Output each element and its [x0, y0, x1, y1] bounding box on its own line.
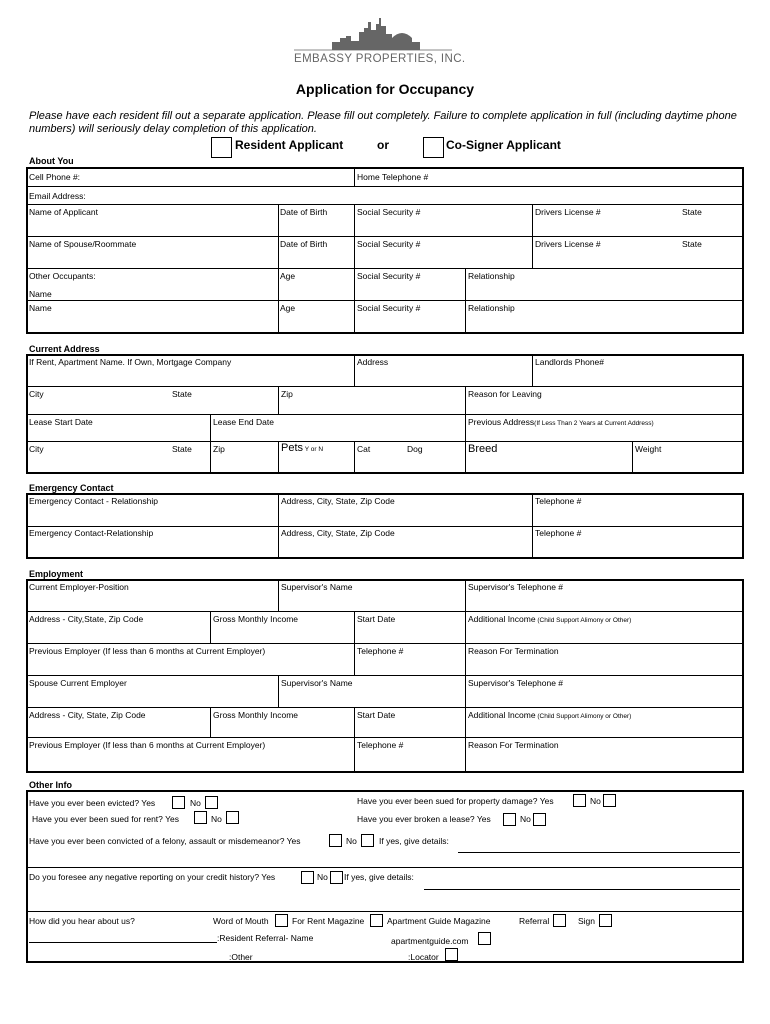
or-label: or: [377, 138, 389, 152]
spouse-previous-employer-field[interactable]: Previous Employer (If less than 6 months at Current Employer): [29, 740, 266, 750]
other-details-line[interactable]: [258, 961, 408, 962]
occupant1-ssn-field[interactable]: Social Security #: [357, 271, 421, 281]
spouse-termination-reason-field[interactable]: Reason For Termination: [468, 740, 559, 750]
spouse-employer-field[interactable]: Spouse Current Employer: [29, 678, 127, 688]
supervisor-phone-field[interactable]: Supervisor's Telephone #: [468, 582, 564, 592]
sued-rent-no-checkbox[interactable]: [226, 811, 239, 824]
word-of-mouth-checkbox[interactable]: [275, 914, 288, 927]
cat-field[interactable]: Cat: [357, 444, 371, 454]
felony-yes-checkbox[interactable]: [329, 834, 342, 847]
current-employer-field[interactable]: Current Employer-Position: [29, 582, 129, 592]
resident-referral-line[interactable]: [29, 942, 217, 943]
referral-checkbox[interactable]: [553, 914, 566, 927]
previous-state-field[interactable]: State: [172, 444, 192, 454]
credit-no-checkbox[interactable]: [330, 871, 343, 884]
credit-details-label: If yes, give details:: [344, 872, 414, 882]
apartmentguide-label: apartmentguide.com: [391, 936, 469, 946]
occupant2-relationship-field[interactable]: Relationship: [468, 303, 515, 313]
emergency-phone2-field[interactable]: Telephone #: [535, 528, 582, 538]
credit-question: Do you foresee any negative reporting on your credit history? Yes: [29, 872, 276, 882]
other-line[interactable]: [29, 961, 229, 962]
current-city-field[interactable]: City: [29, 389, 44, 399]
occupant1-name-field[interactable]: Name: [29, 289, 52, 299]
company-name: EMBASSY PROPERTIES, INC.: [294, 53, 466, 65]
spouse-previous-employer-phone-field[interactable]: Telephone #: [357, 740, 404, 750]
credit-details-line[interactable]: [424, 889, 740, 890]
resident-referral-label: :Resident Referral- Name: [217, 933, 314, 943]
employer-address-field[interactable]: Address - City,State, Zip Code: [29, 614, 144, 624]
previous-city-field[interactable]: City: [29, 444, 44, 454]
felony-no-label: No: [346, 836, 357, 846]
occupant1-age-field[interactable]: Age: [280, 271, 296, 281]
for-rent-label: For Rent Magazine: [292, 916, 365, 926]
felony-question: Have you ever been convicted of a felony, assault or misdemeanor? Yes: [29, 836, 301, 846]
sued-property-no-checkbox[interactable]: [603, 794, 616, 807]
employment-heading: Employment: [29, 569, 84, 579]
sign-checkbox[interactable]: [599, 914, 612, 927]
felony-details-label: If yes, give details:: [379, 836, 449, 846]
occupant2-name-field[interactable]: Name: [29, 303, 52, 313]
about-you-heading: About You: [29, 156, 74, 166]
for-rent-checkbox[interactable]: [370, 914, 383, 927]
evicted-yes-checkbox[interactable]: [172, 796, 185, 809]
sued-property-question: Have you ever been sued for property damage? Yes: [357, 796, 554, 806]
spouse-additional-income-field[interactable]: Additional Income (Child Support Alimony or Other): [468, 710, 632, 720]
applicant-name-field[interactable]: Name of Applicant: [29, 207, 98, 217]
other-label: :Other: [229, 952, 253, 962]
emergency-contact-heading: Emergency Contact: [29, 483, 114, 493]
current-address-field[interactable]: Address: [357, 357, 389, 367]
email-field[interactable]: Email Address:: [29, 191, 86, 201]
occupant2-age-field[interactable]: Age: [280, 303, 296, 313]
applicant-state-field[interactable]: State: [682, 207, 702, 217]
spouse-state-field[interactable]: State: [682, 239, 702, 249]
broken-lease-yes-checkbox[interactable]: [503, 813, 516, 826]
evicted-question: Have you ever been evicted? Yes: [29, 798, 156, 808]
emergency-contact1-field[interactable]: Emergency Contact - Relationship: [29, 496, 158, 506]
spouse-supervisor-name-field[interactable]: Supervisor's Name: [281, 678, 353, 688]
evicted-no-checkbox[interactable]: [205, 796, 218, 809]
start-date-field[interactable]: Start Date: [357, 614, 396, 624]
landlord-phone-field[interactable]: Landlords Phone#: [535, 357, 605, 367]
sued-property-no-label: No: [590, 796, 601, 806]
spouse-name-field[interactable]: Name of Spouse/Roommate: [29, 239, 137, 249]
intro-text: Please have each resident fill out a separate application. Please fill out completely. Failure to complete application in full (including daytime phone numbers) will seriously delay completion of this application.: [29, 110, 737, 135]
other-occupants-label: Other Occupants:: [29, 271, 96, 281]
sued-rent-no-label: No: [211, 814, 222, 824]
company-logo: [294, 14, 466, 72]
word-of-mouth-label: Word of Mouth: [213, 916, 269, 926]
evicted-no-label: No: [190, 798, 201, 808]
applicant-license-field[interactable]: Drivers License #: [535, 207, 601, 217]
cosigner-applicant-checkbox[interactable]: [423, 137, 444, 158]
sued-property-yes-checkbox[interactable]: [573, 794, 586, 807]
emergency-contact2-field[interactable]: Emergency Contact-Relationship: [29, 528, 154, 538]
supervisor-name-field[interactable]: Supervisor's Name: [281, 582, 353, 592]
gross-income-field[interactable]: Gross Monthly Income: [213, 614, 299, 624]
spouse-dob-field[interactable]: Date of Birth: [280, 239, 328, 249]
other-info-heading: Other Info: [29, 780, 72, 790]
emergency-address1-field[interactable]: Address, City, State, Zip Code: [281, 496, 395, 506]
credit-yes-checkbox[interactable]: [301, 871, 314, 884]
applicant-ssn-field[interactable]: Social Security #: [357, 207, 421, 217]
previous-address-field[interactable]: Previous Address(If Less Than 2 Years at Current Address): [468, 417, 654, 427]
locator-label: :Locator: [408, 952, 439, 962]
felony-no-checkbox[interactable]: [361, 834, 374, 847]
sign-label: Sign: [578, 916, 596, 926]
spouse-ssn-field[interactable]: Social Security #: [357, 239, 421, 249]
locator-checkbox[interactable]: [445, 948, 458, 961]
resident-applicant-label: Resident Applicant: [235, 138, 344, 152]
reason-leaving-field[interactable]: Reason for Leaving: [468, 389, 542, 399]
current-address-heading: Current Address: [29, 344, 100, 354]
broken-lease-no-checkbox[interactable]: [533, 813, 546, 826]
breed-field[interactable]: Breed: [468, 443, 498, 455]
lease-start-field[interactable]: Lease Start Date: [29, 417, 93, 427]
spouse-license-field[interactable]: Drivers License #: [535, 239, 601, 249]
landlord-name-field[interactable]: If Rent, Apartment Name. If Own, Mortgage Company: [29, 357, 232, 367]
emergency-address2-field[interactable]: Address, City, State, Zip Code: [281, 528, 395, 538]
current-state-field[interactable]: State: [172, 389, 192, 399]
sued-rent-yes-checkbox[interactable]: [194, 811, 207, 824]
emergency-phone1-field[interactable]: Telephone #: [535, 496, 582, 506]
previous-employer-phone-field[interactable]: Telephone #: [357, 646, 404, 656]
current-zip-field[interactable]: Zip: [281, 389, 293, 399]
occupant1-relationship-field[interactable]: Relationship: [468, 271, 515, 281]
spouse-start-date-field[interactable]: Start Date: [357, 710, 396, 720]
resident-applicant-checkbox[interactable]: [211, 137, 232, 158]
broken-lease-no-label: No: [520, 814, 531, 824]
spouse-supervisor-phone-field[interactable]: Supervisor's Telephone #: [468, 678, 564, 688]
skyline-logo-icon: [294, 14, 452, 54]
termination-reason-field[interactable]: Reason For Termination: [468, 646, 559, 656]
lease-end-field[interactable]: Lease End Date: [213, 417, 274, 427]
broken-lease-question: Have you ever broken a lease? Yes: [357, 814, 491, 824]
previous-employer-field[interactable]: Previous Employer (If less than 6 months at Current Employer): [29, 646, 266, 656]
referral-label: Referral: [519, 916, 550, 926]
apartmentguide-checkbox[interactable]: [478, 932, 491, 945]
hear-about-question: How did you hear about us?: [29, 916, 135, 926]
spouse-employer-address-field[interactable]: Address - City, State, Zip Code: [29, 710, 146, 720]
occupant2-ssn-field[interactable]: Social Security #: [357, 303, 421, 313]
previous-zip-field[interactable]: Zip: [213, 444, 225, 454]
home-telephone-field[interactable]: Home Telephone #: [357, 172, 429, 182]
cell-phone-field[interactable]: Cell Phone #:: [29, 172, 81, 182]
credit-no-label: No: [317, 872, 328, 882]
applicant-dob-field[interactable]: Date of Birth: [280, 207, 328, 217]
sued-rent-question: Have you ever been sued for rent? Yes: [32, 814, 179, 824]
additional-income-field[interactable]: Additional Income (Child Support Alimony or Other): [468, 614, 632, 624]
cosigner-applicant-label: Co-Signer Applicant: [446, 138, 561, 152]
pets-field[interactable]: Pets Y or N: [281, 442, 324, 454]
felony-details-line[interactable]: [458, 852, 740, 853]
dog-field[interactable]: Dog: [407, 444, 423, 454]
weight-field[interactable]: Weight: [635, 444, 662, 454]
page-title: Application for Occupancy: [295, 81, 475, 97]
apartment-guide-label: Apartment Guide Magazine: [387, 916, 491, 926]
spouse-gross-income-field[interactable]: Gross Monthly Income: [213, 710, 299, 720]
